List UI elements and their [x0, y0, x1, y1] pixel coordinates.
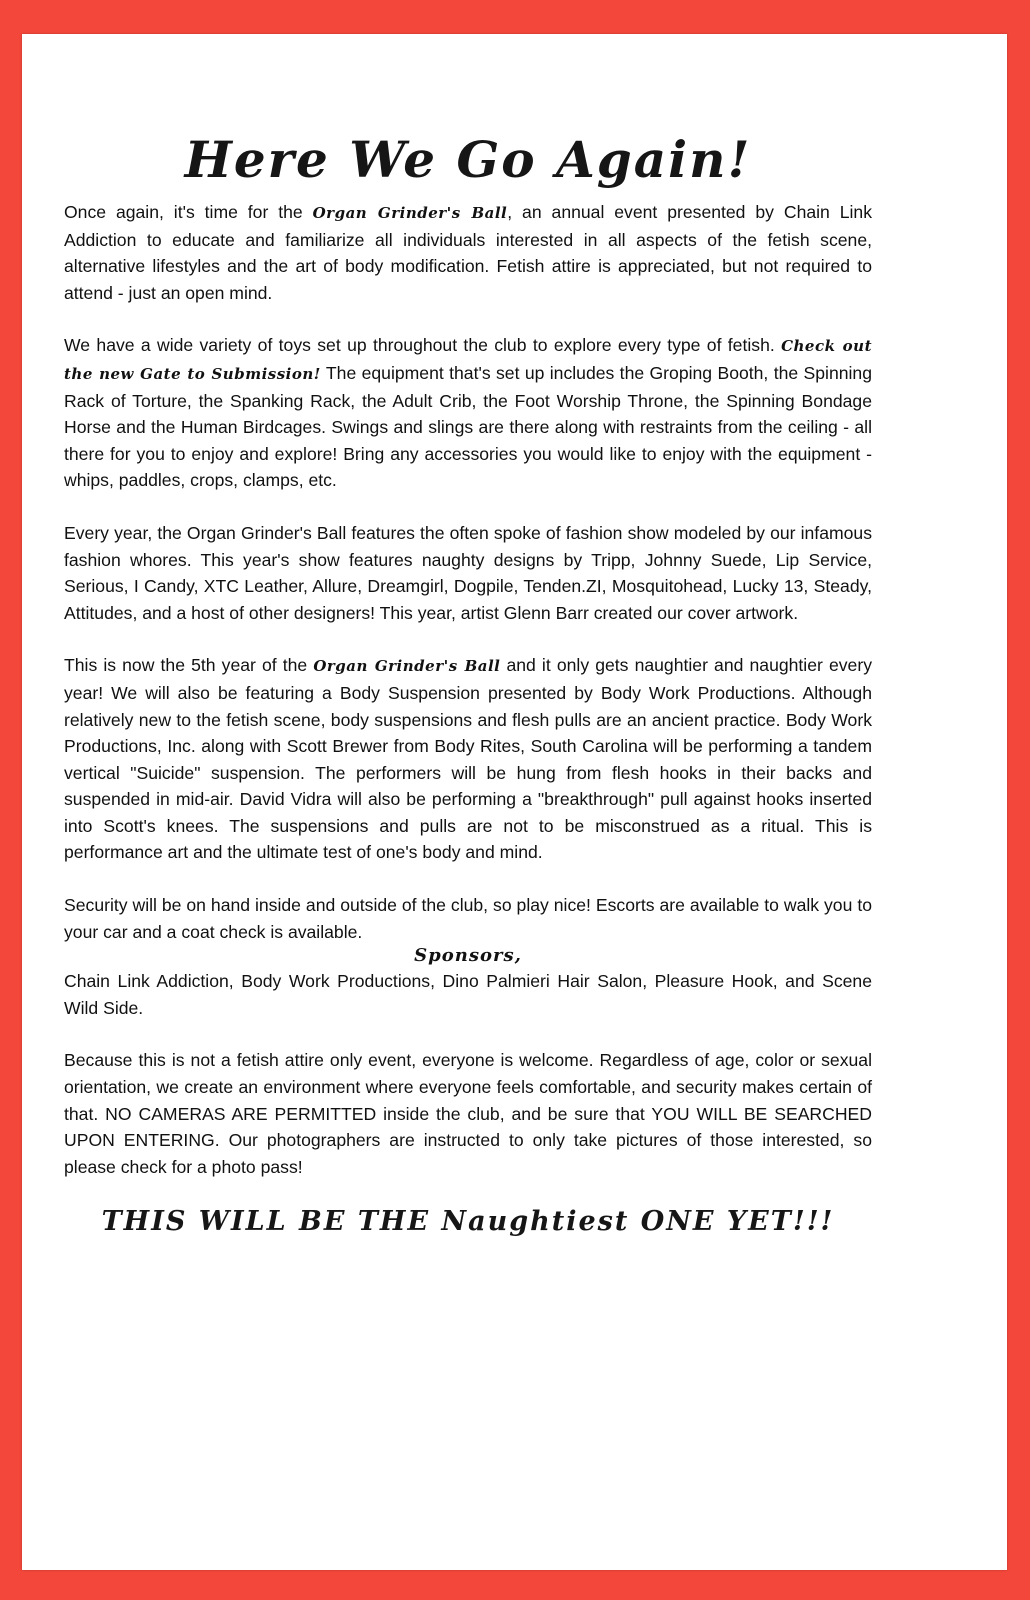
page-title: Here We Go Again! [184, 130, 752, 189]
fashion-paragraph: Every year, the Organ Grinder's Ball features the often spoke of fashion show modeled by our infamous fashion whores. This year's show features naughty designs by Tripp, Johnny Suede, Lip Service, Serious, I Candy, XTC Leather, Allure, Dreamgirl, Dogpile, Tenden.ZI, Mosquitohead, Lucky 13, Steady, Attitudes, and a host of other designers! This year, artist Glenn Barr created our cover artwork. [64, 522, 872, 623]
suspension-text-1: This is now the 5th year of the [64, 655, 314, 676]
gate-callout: Check out the new Gate to Submission! [64, 337, 872, 383]
intro-paragraph [64, 199, 872, 306]
sponsors-heading: Sponsors, [414, 945, 522, 967]
event-name-inline: Organ Grinder's Ball [312, 204, 508, 222]
toys-text-1: We have a wide variety of toys set up throughout the club to explore every type of fetish. [64, 335, 782, 356]
toys-paragraph [64, 332, 872, 494]
flyer-page [22, 34, 1007, 1570]
toys-text-2: The equipment that's set up includes the Groping Booth, the Spinning Rack of Torture, the Spanking Rack, the Adult Crib, the Foot Worship Throne, the Spinning Bondage Horse and the Human Birdcages. Swings and slings are there along with restraints from the ceiling - all there for you to enjoy and explore! Bring any accessories you would like to enjoy with the equipment - whips, paddles, crops, clamps, etc. [64, 362, 872, 491]
suspension-paragraph [64, 652, 872, 866]
intro-text-1: Once again, it's time for the [64, 202, 313, 222]
sponsors-list: Chain Link Addiction, Body Work Productions, Dino Palmieri Hair Salon, Pleasure Hook, and Scene Wild Side. [64, 971, 872, 1018]
closing-tagline: THIS WILL BE THE Naughtiest ONE YET!!! [101, 1206, 835, 1238]
flyer-content [64, 130, 872, 1237]
security-paragraph: Security will be on hand inside and outside of the club, so play nice! Escorts are available to walk you to your car and a coat check is available. [64, 895, 872, 942]
suspension-text-2: and it only gets naughtier and naughtier every year! We will also be featuring a Body Suspension presented by Body Work Productions. Although relatively new to the fetish scene, body suspensions and flesh pulls are an ancient practice. Body Work Productions, Inc. along with Scott Brewer from Body Rites, South Carolina will be performing a tandem vertical "Suicide" suspension. The performers will be hung from flesh hooks in their backs and suspended in mid-air. David Vidra will also be performing a "breakthrough" pull against hooks inserted into Scott's knees. The suspensions and pulls are not to be misconstrued as a ritual. This is performance art and the ultimate test of one's body and mind. [64, 655, 872, 863]
intro-text-2: , an annual event presented by Chain Link Addiction to educate and familiarize all individuals interested in all aspects of the fetish scene, alternative lifestyles and the art of body modification. Fetish attire is appreciated, but not required to attend - just an open mind. [64, 202, 873, 303]
event-name-inline-2: Organ Grinder's Ball [313, 657, 501, 676]
policy-paragraph: Because this is not a fetish attire only event, everyone is welcome. Regardless of age, color or sexual orientation, we create an environment where everyone feels comfortable, and security makes certain of that. NO CAMERAS ARE PERMITTED inside the club, and be sure that YOU WILL BE SEARCHED UPON ENTERING. Our photographers are instructed to only take pictures of those interested, so please check for a photo pass! [64, 1050, 872, 1177]
